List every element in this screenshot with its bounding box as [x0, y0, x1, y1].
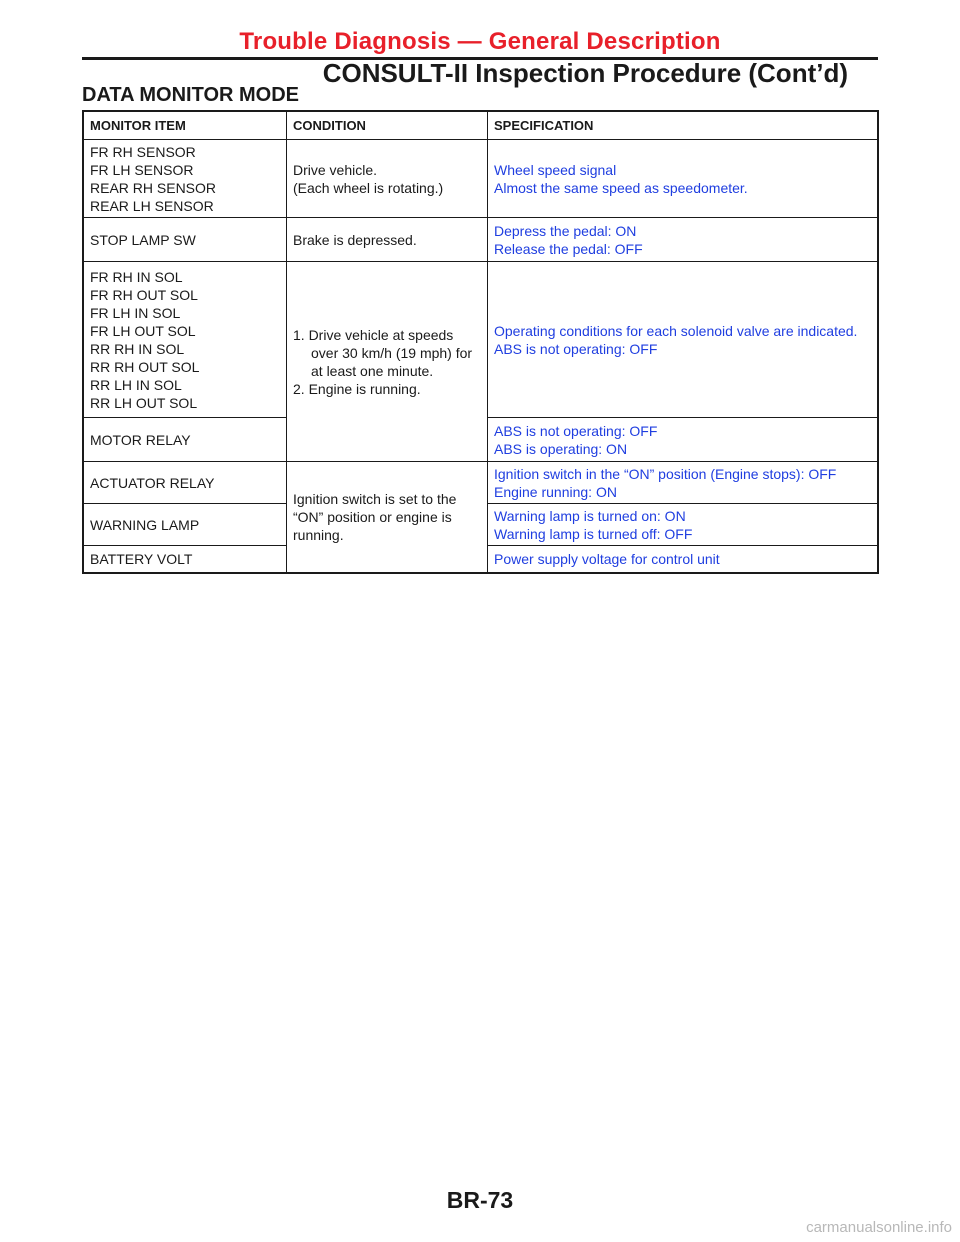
condition-cell: [287, 462, 488, 573]
monitor-item-cell: [83, 462, 287, 504]
condition-line: Brake is depressed.: [293, 231, 417, 248]
specification-line: Almost the same speed as speedometer.: [494, 179, 748, 196]
monitor-item: STOP LAMP SW: [90, 231, 196, 248]
procedure-title: CONSULT-II Inspection Procedure (Cont’d): [322, 58, 848, 88]
condition-line: Ignition switch is set to the: [293, 490, 457, 507]
specification-cell: [488, 262, 879, 418]
table-row: [83, 462, 878, 504]
condition-cell: [287, 262, 488, 462]
condition-line: 1. Drive vehicle at speeds: [293, 326, 454, 343]
condition-line: running.: [293, 526, 344, 543]
monitor-item: REAR LH SENSOR: [90, 197, 214, 214]
page-number: BR-73: [446, 1187, 514, 1213]
monitor-item: FR LH IN SOL: [90, 304, 181, 321]
column-header-specification: SPECIFICATION: [488, 111, 879, 140]
monitor-item: BATTERY VOLT: [90, 550, 193, 567]
specification-line: Wheel speed signal: [494, 161, 617, 178]
condition-line: “ON” position or engine is: [293, 508, 452, 525]
monitor-item: WARNING LAMP: [90, 516, 200, 533]
data-monitor-table: [82, 110, 879, 574]
monitor-item: MOTOR RELAY: [90, 431, 191, 448]
monitor-item-cell: [83, 418, 287, 462]
specification-line: Operating conditions for each solenoid valve are indicated.: [494, 322, 858, 339]
monitor-item: FR RH OUT SOL: [90, 286, 198, 303]
monitor-item-cell: [83, 218, 287, 262]
specification-line: Engine running: ON: [494, 483, 617, 500]
monitor-item-cell: [83, 140, 287, 218]
monitor-item: FR LH OUT SOL: [90, 322, 196, 339]
condition-line: Drive vehicle.: [293, 161, 378, 178]
specification-cell: [488, 546, 879, 573]
monitor-item: ACTUATOR RELAY: [90, 474, 215, 491]
specification-line: Release the pedal: OFF: [494, 240, 643, 257]
monitor-item: RR RH OUT SOL: [90, 358, 200, 375]
specification-cell: [488, 418, 879, 462]
condition-line: 2. Engine is running.: [293, 380, 421, 397]
condition-cell: [287, 218, 488, 262]
column-header-condition: CONDITION: [287, 111, 488, 140]
table-row: [83, 140, 878, 218]
watermark: carmanualsonline.info: [806, 1219, 952, 1236]
monitor-item-cell: [83, 262, 287, 418]
condition-line: at least one minute.: [311, 362, 434, 379]
monitor-item-cell: [83, 546, 287, 573]
monitor-item: FR RH IN SOL: [90, 268, 183, 285]
specification-line: ABS is not operating: OFF: [494, 340, 658, 357]
specification-cell: [488, 504, 879, 546]
monitor-item: FR RH SENSOR: [90, 143, 196, 160]
specification-line: Depress the pedal: ON: [494, 222, 637, 239]
specification-line: Ignition switch in the “ON” position (Engine stops): OFF: [494, 465, 837, 482]
specification-line: Warning lamp is turned on: ON: [494, 507, 686, 524]
table-header-row: [83, 111, 878, 140]
specification-cell: [488, 218, 879, 262]
page-title: DATA MONITOR MODE: [82, 84, 300, 106]
monitor-item: RR RH IN SOL: [90, 340, 185, 357]
specification-line: ABS is not operating: OFF: [494, 422, 658, 439]
specification-cell: [488, 462, 879, 504]
table-row: [83, 262, 878, 418]
specification-line: ABS is operating: ON: [494, 440, 628, 457]
monitor-item: RR LH OUT SOL: [90, 394, 198, 411]
condition-line: over 30 km/h (19 mph) for: [311, 344, 473, 361]
table-row: [83, 218, 878, 262]
monitor-item: REAR RH SENSOR: [90, 179, 217, 196]
monitor-item: FR LH SENSOR: [90, 161, 194, 178]
column-header-monitor-item: MONITOR ITEM: [83, 111, 287, 140]
condition-cell: [287, 140, 488, 218]
specification-cell: [488, 140, 879, 218]
specification-line: Power supply voltage for control unit: [494, 550, 720, 567]
monitor-item: RR LH IN SOL: [90, 376, 182, 393]
monitor-item-cell: [83, 504, 287, 546]
specification-line: Warning lamp is turned off: OFF: [494, 525, 693, 542]
section-header: Trouble Diagnosis — General Description: [239, 28, 721, 55]
condition-line: (Each wheel is rotating.): [293, 179, 444, 196]
